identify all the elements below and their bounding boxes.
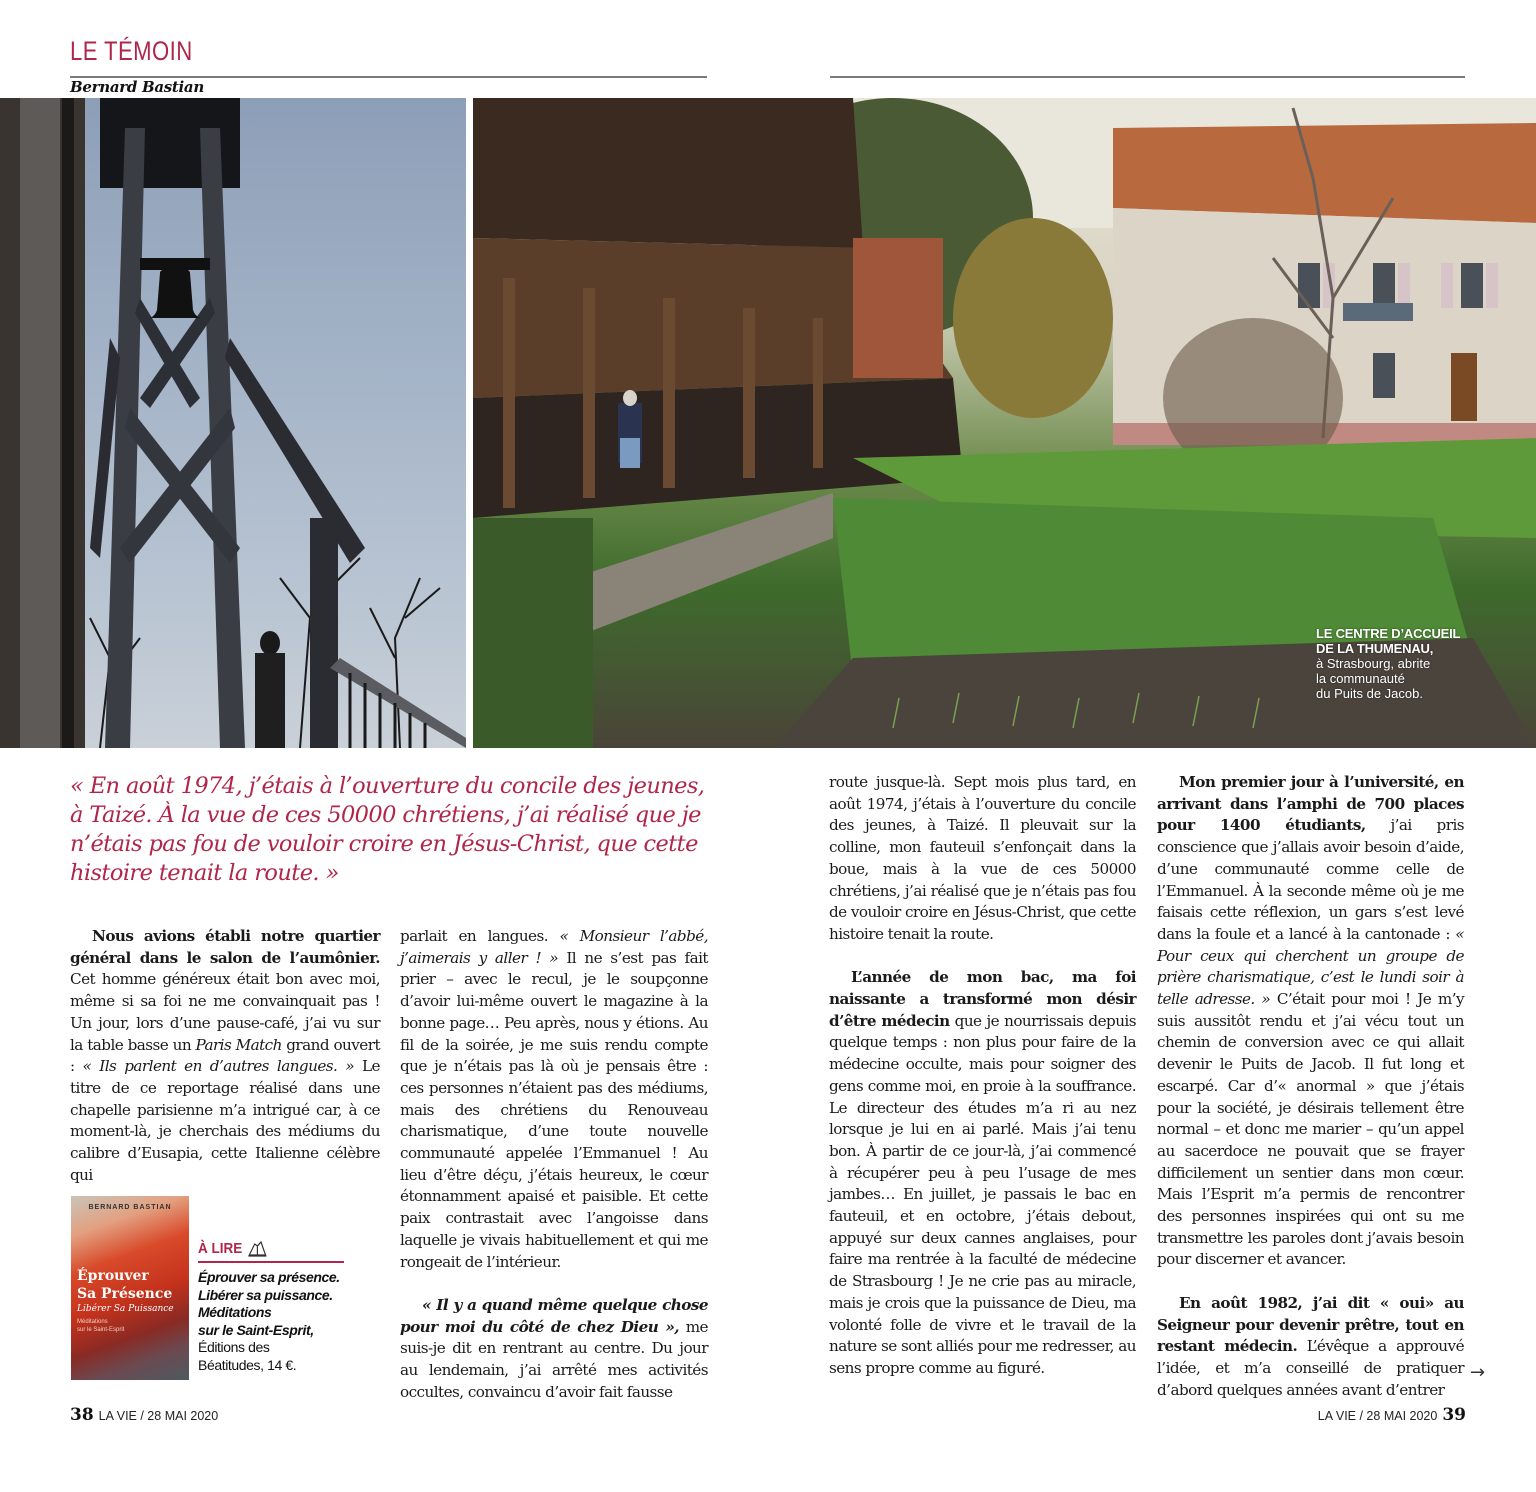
lead-in: L’année de mon bac, ma foi naissante a transformé mon désir d’être médecin (829, 968, 1136, 1030)
publisher-1: Éditions des (198, 1339, 270, 1355)
page-number-left: 38 (70, 1405, 94, 1425)
italic-run: « Ils parlent en d’autres langues. » (82, 1057, 355, 1076)
text-run: grand ouvert : (70, 1035, 381, 1076)
italic-run: « Monsieur l’abbé, j’aimerais y aller ! » (400, 927, 708, 967)
photo-bell-tower (0, 98, 466, 748)
text-run: Cet homme généreux était bon avec moi, même si sa foi ne me convainquait pas ! Un jour, lors d’une pause-café, j’ai vu sur la table basse un (70, 970, 380, 1054)
header-rule-right (830, 76, 1465, 78)
folio-right (1318, 1405, 1466, 1425)
folio-left (70, 1405, 218, 1425)
text-run: j’ai pris conscience que j’allais avoir besoin d’aide, d’une communauté comme celle de l’Emmanuel. À la seconde même où je me faisais cette réflexion, un gars s’est levé dans la foule et a lancé à la cantonade : (1157, 816, 1464, 943)
paragraph (1157, 772, 1464, 1271)
lead-in: Nous avions établi notre quartier général dans le salon de l’aumônier. (70, 927, 380, 967)
folio-text-right: LA VIE / 28 MAI 2020 (1317, 1409, 1438, 1423)
book-cover-title-1: Éprouver (77, 1268, 149, 1284)
lead-in: « Il y a quand même quelque chose pour moi du côté de chez Dieu », (400, 1295, 708, 1336)
caption-body-line2: la communauté (1316, 671, 1405, 686)
caption-head-line1: LE CENTRE D’ACCUEIL (1316, 626, 1461, 641)
tagline-2: sur le Saint-Esprit (77, 1327, 125, 1333)
section-rubric: LE TÉMOIN (70, 36, 193, 66)
photo-caption (1316, 626, 1460, 701)
text-run: que je nourrissais depuis quelque temps : non plus pour faire de la médecine occulte, mais pour soigner des gens comme moi, en proie à la souffrance. Le directeur des études m’a ri au nez lorsque je lui en ai parlé. Mais j’ai tenu bon. À partir de ce jour-là, j’ai commencé à récupérer peu à peu l’usage de mes jambes… En juillet, je passais le bac en fauteuil, et en octobre, j’étais debout, appuyé sur deux cannes anglaises, pour faire ma rentrée à la faculté de médecine de Strasbourg ! Je ne crie pas au miracle, mais je crois que la puissance de Dieu, ma volonté folle de vivre et le travail de la nature se sont alliés pour me redresser, au sens propre comme au figuré. (829, 1011, 1136, 1377)
book-reference (198, 1269, 358, 1374)
article-column-2 (400, 926, 708, 1403)
paragraph (400, 926, 708, 1273)
caption-body-line3: du Puits de Jacob. (1316, 686, 1423, 701)
folio-text-left: LA VIE / 28 MAI 2020 (98, 1409, 219, 1423)
paragraph (400, 1295, 708, 1404)
lead-in: Mon premier jour à l’université, en arrivant dans l’amphi de 700 places pour 1400 étudiants, (1157, 773, 1464, 835)
italic-run: Paris Match (195, 1035, 282, 1054)
book-title-2: Libérer sa puissance. (198, 1286, 333, 1303)
byline: Bernard Bastian (70, 78, 204, 96)
book-cover-author: BERNARD BASTIAN (88, 1204, 172, 1211)
text-run: me suis-je dit en rentrant au centre. Du jour au lendemain, j’ai arrêté mes activités occultes, convaincu d’avoir fait fausse (400, 1317, 708, 1401)
book-title-1: Éprouver sa présence. (198, 1269, 340, 1285)
paragraph: route jusque-là. Sept mois plus tard, en août 1974, j’étais à l’ouverture du concile des jeunes, à Taizé. Il pleuvait sur la colline, mon fauteuil s’enfonçait dans la boue, mais à la vue de ces 50000 chrétiens, j’ai réalisé que je n’étais pas fou de vouloir croire en Jésus-Christ, que cette histoire tenait la route. (829, 773, 1136, 943)
book-cover-subtitle: Libérer Sa Puissance (77, 1304, 174, 1314)
a-lire-heading (198, 1240, 267, 1257)
book-title-3: Méditations (198, 1304, 272, 1320)
article-column-4 (1157, 772, 1464, 1401)
article-column-3 (829, 772, 1136, 1380)
book-cover-title-2: Sa Présence (77, 1286, 173, 1302)
text-run: Il ne s’est pas fait prier – avec le recul, je le soupçonne d’avoir lui-même ouvert le magazine à la bonne page… Peu après, nous y étions. Au fil de la soirée, je me suis rendu compte que je n’étais pas là où je pensais être : ces personnes n’étaient pas des médiums, mais des chrétiens du Renouveau charismatique, d’une toute nouvelle communauté appelée l’Emmanuel ! Au lieu d’être déçu, j’étais heureux, le cœur étonnamment apaisé et paisible. Et cette paix contrastait avec l’angoisse dans laquelle je vivais habituellement et qui me rongeait de l’intérieur. (400, 948, 708, 1271)
text-run: Le titre de ce reportage réalisé dans une chapelle parisienne m’a intrigué car, à ce moment-là, je cherchais des médiums du calibre d’Eusapia, cette Italienne célèbre qui (70, 1057, 380, 1184)
page-number-right: 39 (1442, 1405, 1466, 1425)
paragraph (70, 926, 380, 1186)
book-title-4: sur le Saint-Esprit, (198, 1321, 314, 1338)
open-book-icon (248, 1241, 268, 1257)
text-run: C’était pour moi ! Je m’y suis aussitôt rendu et j’ai vécu tout un chemin de conversion avec ce qui allait devenir le Puits de Jacob. Il fut long et escarpé. Car d’« anormal » que j’étais pour la société, je désirais tellement être normal – et donc me marier – qu’un appel au sacerdoce ne pouvait que se frayer difficilement un sentier dans mon cœur. Mais l’Esprit m’a permis de rencontrer des personnes inspirées qui ont su me transmettre les paroles dont j’avais besoin pour discerner et avancer. (1157, 990, 1464, 1269)
article-column-1 (70, 926, 380, 1186)
paragraph (829, 967, 1136, 1379)
caption-head-line2: DE LA THUMENAU, (1316, 641, 1434, 656)
a-lire-rule (198, 1261, 344, 1263)
pull-quote: « En août 1974, j’étais à l’ouverture du concile des jeunes, à Taizé. À la vue de ces 50000 chrétiens, j’ai réalisé que je n’étais pas fou de vouloir croire en Jésus-Christ, que cette histoire tenait la route. » (70, 773, 705, 886)
text-run: L’évêque a approuvé l’idée, et m’a conseillé de pratiquer d’abord quelques années avant d’entrer (1157, 1337, 1465, 1399)
book-cover-tagline (77, 1318, 124, 1334)
caption-body-line1: à Strasbourg, abrite (1316, 656, 1431, 671)
bell-tower-illustration (0, 98, 466, 748)
a-lire-label: À LIRE (198, 1240, 243, 1257)
continue-arrow-icon: → (1470, 1362, 1486, 1383)
publisher-2: Béatitudes, 14 €. (198, 1356, 297, 1373)
text-run: parlait en langues. (400, 927, 560, 945)
italic-run: « Pour ceux qui cherchent un groupe de prière charismatique, c’est le lundi soir à telle adresse. » (1157, 924, 1464, 1009)
book-cover (71, 1196, 189, 1380)
paragraph (1157, 1293, 1464, 1402)
lead-in: En août 1982, j’ai dit « oui» au Seigneur pour devenir prêtre, tout en restant médecin. (1157, 1293, 1464, 1356)
tagline-1: Méditations (77, 1319, 108, 1325)
